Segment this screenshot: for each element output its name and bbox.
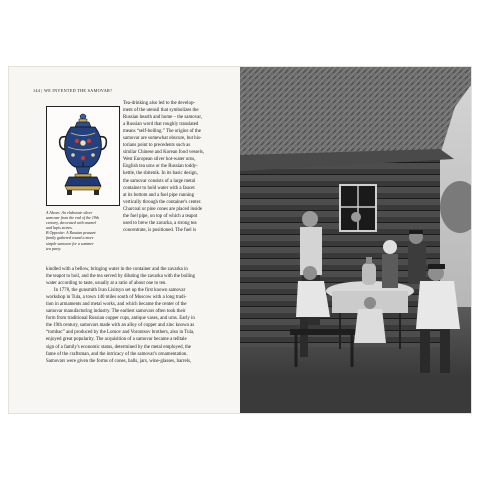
text-line: tion in armaments and metal works, and which became the center of the (46, 302, 187, 308)
text-line: Samovars were given the forms of cones, balls, jars, wine-glasses, barrels, (46, 358, 192, 364)
text-line: container to hold water with a faucet (123, 185, 195, 191)
caption-line: family gathered round a more (46, 235, 94, 241)
text-line: kettle, the sbitenik. In its basic design, (123, 171, 198, 177)
text-line: fame of the craftsman, and the intricacy of the samovar's ornamentation. (46, 351, 188, 357)
body-text-column (123, 100, 221, 234)
left-page (9, 67, 240, 413)
text-line: at its bottom and a fuel pipe running (123, 192, 195, 198)
text-line: Russian hearth and home – the samovar, (123, 115, 202, 121)
caption-line: tea party. (46, 245, 62, 251)
samovar-illustration (47, 107, 119, 205)
caption-line: simple samovar for a summer (46, 240, 94, 246)
text-line: the teapot to boil, and the tea served by diluting the zavarka with the boiling (46, 274, 195, 280)
text-line: samovar manufacturing industry. The earliest samovars often took their (46, 309, 186, 315)
peasant-tea-party-photo (240, 67, 471, 413)
text-line: English tea urns or the Russian toddy- (123, 164, 198, 170)
text-line: workshop in Tula, a town 140 miles south of Moscow with a long tradi- (46, 295, 187, 301)
samovar-figure (46, 106, 120, 206)
text-line: In 1778, the gunsmith Ivan Lisitsyn set up the first known samovar (54, 288, 186, 294)
text-line: a Russian word that roughly translated (123, 122, 199, 128)
text-line: kindled with a bellow, bringing water in the container and the zavarka in (46, 267, 188, 272)
caption-line: A Above: An elaborate silver (46, 210, 93, 215)
text-line: West European silver hot-water urns, (123, 157, 196, 163)
caption-line: samovar from the end of the 19th (46, 215, 99, 221)
text-line: the samovar consists of a large metal (123, 178, 196, 184)
text-line: “tombac” and produced by the Lomov and Vorontsov brothers, also in Tula, (46, 330, 195, 336)
text-line: Charcoal or pine cones are placed inside (123, 206, 203, 212)
text-line: sign of a family's economic status, determined by the metal employed, the (46, 344, 191, 350)
figure-caption (46, 210, 118, 251)
text-line: Tea-drinking also led to the develop- (123, 101, 196, 106)
text-line: water according to taste, usually at a ratio of about one to ten. (46, 281, 167, 287)
text-line: ment of the utensil that symbolizes the (123, 108, 199, 114)
body-text-full (46, 266, 221, 365)
text-line: the fuel pipe, on top of which a teapot (123, 213, 198, 219)
running-head: 144 | WE INVENTED THE SAMOVAR? (33, 88, 113, 93)
text-line: vertically through the container's center. (123, 199, 202, 205)
book-spread (9, 67, 471, 413)
right-page-photo (240, 67, 471, 413)
text-line: torians point to precedents such as (123, 143, 191, 149)
caption-line: B Opposite: A Russian peasant (46, 230, 96, 236)
text-line: form from traditional Russian copper cups, antique vases, and urns. Early in (46, 316, 195, 322)
text-line: similar Chinese and Korean food vessels, (123, 150, 204, 156)
text-line: concentrate, is positioned. The fuel is (123, 227, 197, 233)
caption-line: and lapis stones. (46, 225, 73, 231)
text-line: the 19th century, samovars made with an alloy of copper and zinc known as (46, 323, 195, 329)
text-line: means “self-boiling.” The origins of the (123, 129, 201, 135)
caption-line: century, decorated with enamel (46, 220, 97, 226)
text-line: enjoyed great popularity. The acquisition of a samovar became a telltale (46, 337, 187, 343)
text-line: samovar are somewhat obscure, but his- (123, 136, 202, 142)
text-line: used to brew the zavarka, a strong tea (123, 220, 197, 226)
